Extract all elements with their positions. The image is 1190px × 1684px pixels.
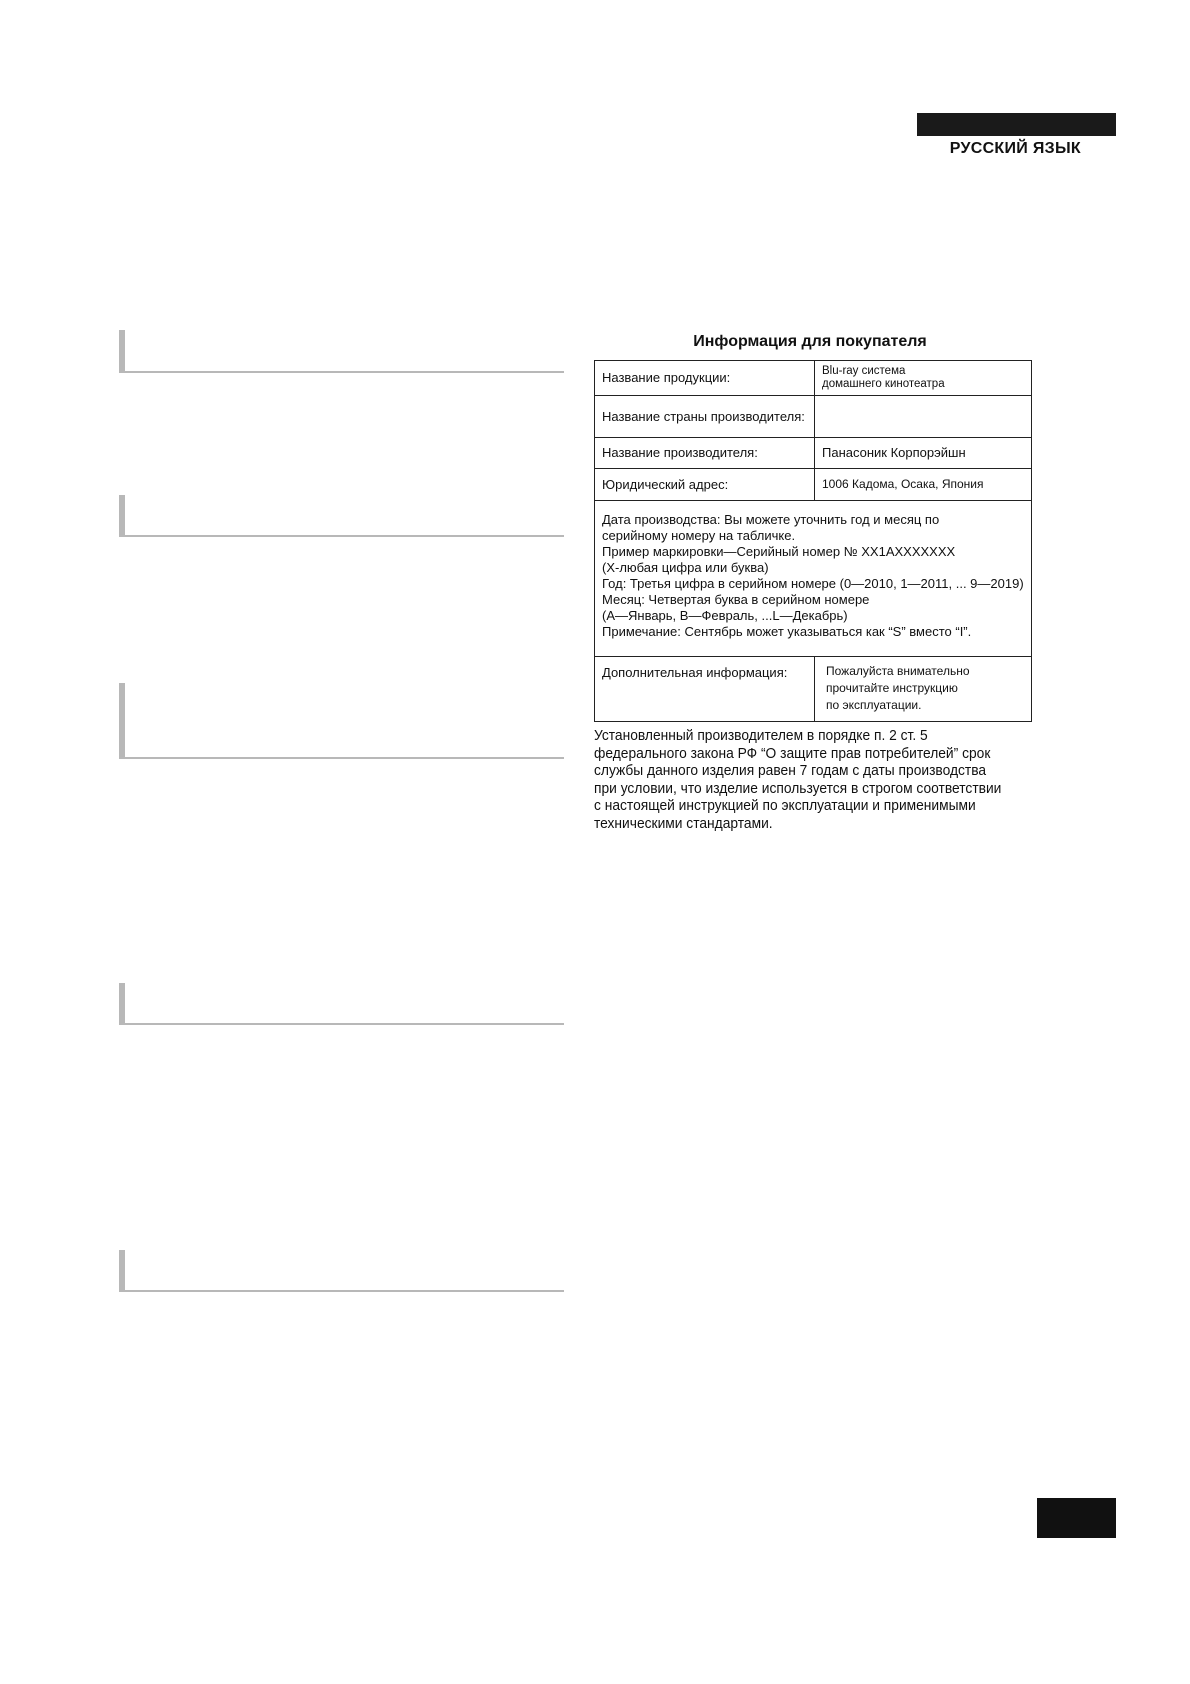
address-label: Юридический адрес: <box>595 469 815 501</box>
additional-info-value <box>815 657 1032 722</box>
address-value: 1006 Кадома, Осака, Япония <box>815 469 1032 501</box>
table-row <box>595 396 1032 438</box>
production-date-line: Дата производства: Вы можете уточнить год и месяц по <box>602 512 940 527</box>
production-date-line: Примечание: Сентябрь может указываться как “S” вместо “I”. <box>602 624 972 639</box>
page-number-tab <box>1037 1498 1116 1538</box>
country-label: Название страны производителя: <box>595 396 815 438</box>
table-row <box>595 657 1032 722</box>
language-tab-bar <box>917 113 1116 136</box>
manufacturer-label: Название производителя: <box>595 438 815 469</box>
buyer-info-title: Информация для покупателя <box>693 333 927 350</box>
product-name-label: Название продукции: <box>595 361 815 396</box>
table-row <box>595 438 1032 469</box>
service-life-line: службы данного изделия равен 7 годам с даты производства <box>594 762 987 779</box>
production-date-line: Год: Третья цифра в серийном номере (0—2010, 1—2011, ... 9—2019) <box>602 576 1024 591</box>
service-life-line: с настоящей инструкцией по эксплуатации и применимыми <box>594 797 976 814</box>
buyer-info-table <box>594 360 1032 722</box>
section-heading-bar-5 <box>119 1250 564 1292</box>
manufacturer-value: Панасоник Корпорэйшн <box>815 438 1032 469</box>
production-date-line: Пример маркировки—Серийный номер № XX1AXXXXXXX <box>602 544 956 559</box>
section-heading-bar-4 <box>119 983 564 1025</box>
table-row <box>595 361 1032 396</box>
service-life-paragraph <box>594 727 1002 832</box>
production-date-line: Месяц: Четвертая буква в серийном номере <box>602 592 870 607</box>
section-heading-bar-2 <box>119 495 564 537</box>
product-name-value <box>815 361 1032 396</box>
production-date-line: (X-любая цифра или буква) <box>602 560 769 575</box>
service-life-line: техническими стандартами. <box>594 814 773 832</box>
table-row <box>595 469 1032 501</box>
product-name-value-line: домашнего кинотеатра <box>822 378 945 390</box>
country-value <box>815 396 1032 438</box>
section-heading-bar-3 <box>119 683 564 759</box>
additional-info-line: прочитайте инструкцию <box>826 681 958 695</box>
production-date-block <box>595 501 1032 657</box>
service-life-line: федерального закона РФ “О защите прав потребителей” срок <box>594 744 991 762</box>
service-life-line: Установленный производителем в порядке п. 2 ст. 5 <box>594 727 928 744</box>
additional-info-line: по эксплуатации. <box>826 698 922 712</box>
service-life-line: при условии, что изделие используется в строгом соответствии <box>594 779 1002 797</box>
production-date-line: (A—Январь, B—Февраль, ...L—Декабрь) <box>602 608 848 623</box>
language-label: РУССКИЙ ЯЗЫК <box>949 140 1081 157</box>
table-row <box>595 501 1032 657</box>
production-date-line: серийному номеру на табличке. <box>602 528 796 543</box>
section-heading-bar-1 <box>119 330 564 373</box>
additional-info-line: Пожалуйста внимательно <box>826 664 970 678</box>
product-name-value-line: Blu-ray система <box>822 365 906 377</box>
additional-info-label: Дополнительная информация: <box>595 657 815 722</box>
